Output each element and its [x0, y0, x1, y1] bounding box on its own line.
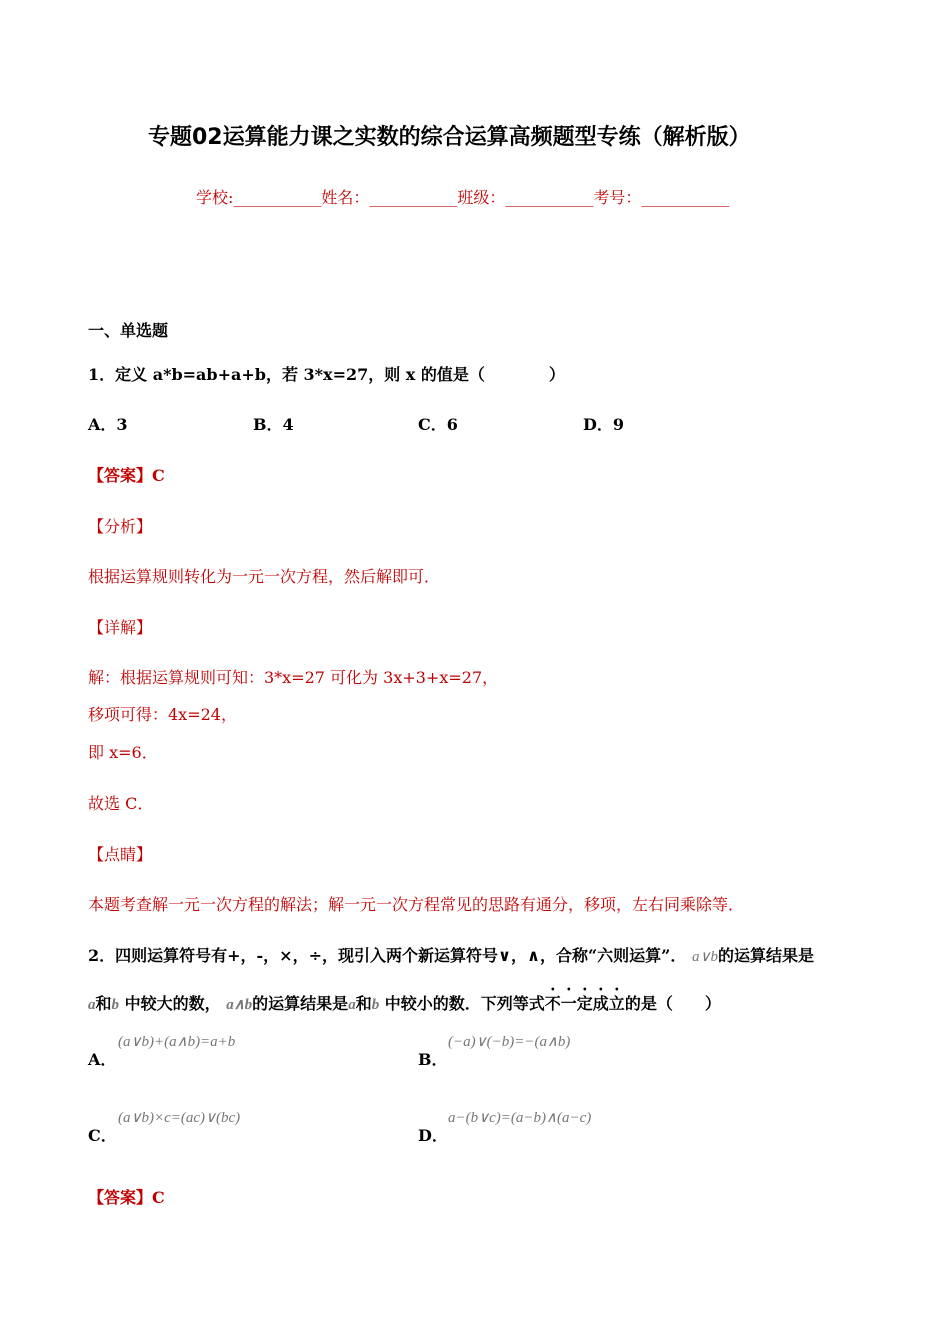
q1-comment: 本题考查解一元一次方程的解法；解一元一次方程常见的思路有通分，移项，左右同乘除等．	[88, 895, 745, 914]
q1-option-a: A．3	[88, 415, 128, 434]
text: 2．四则运算符号有+，-，×，÷，现引入两个新运算符号∨，∧，合称“六则运算”．	[88, 946, 687, 965]
math: a	[348, 997, 356, 1013]
q2-option-d-label: D．	[418, 1126, 448, 1145]
emphasis-text: 不一定成立	[544, 994, 625, 1013]
q2-option-d-formula: a−(b∨c)=(a−b)∧(a−c)	[448, 1110, 592, 1126]
math: b	[111, 997, 120, 1013]
q2-option-a-formula: (a∨b)+(a∧b)=a+b	[118, 1034, 236, 1050]
q1-analysis-label: 【分析】	[88, 517, 153, 536]
page-title: 专题02运算能力课之实数的综合运算高频题型专练（解析版）	[148, 125, 751, 150]
q2-option-c-formula: (a∨b)×c=(ac)∨(bc)	[118, 1110, 241, 1126]
text: 的运算结果是	[717, 946, 814, 965]
q2-option-b-label: B．	[418, 1050, 448, 1069]
q1-detail-line: 即 x=6．	[88, 743, 158, 762]
question-2-line-2	[88, 984, 721, 1015]
text: 中较大的数，	[124, 994, 221, 1013]
q1-detail-line: 故选 C．	[88, 794, 154, 813]
q1-option-b: B．4	[253, 415, 294, 434]
q2-option-c-label: C．	[88, 1126, 117, 1145]
student-info-line: 学校:___________姓名：___________班级：___________考号：___________	[196, 188, 730, 207]
text: 的是（ ）	[624, 994, 721, 1013]
q1-detail-line: 移项可得：4x=24，	[88, 705, 237, 724]
q1-option-c: C．6	[418, 415, 458, 434]
text: 的运算结果是	[252, 994, 349, 1013]
q1-comment-label: 【点睛】	[88, 845, 153, 864]
q2-option-b-formula: (−a)∨(−b)=−(a∧b)	[448, 1034, 571, 1050]
text: 和	[95, 994, 112, 1013]
q1-detail-line: 解：根据运算规则可知：3*x=27 可化为 3x+3+x=27，	[88, 668, 499, 687]
q1-answer: 【答案】C	[88, 466, 165, 485]
math: a∨b	[691, 949, 718, 965]
math: b	[371, 997, 380, 1013]
q1-analysis: 根据运算规则转化为一元一次方程，然后解即可．	[88, 567, 441, 586]
question-1-stem: 1．定义 a*b=ab+a+b，若 3*x=27，则 x 的值是（ ）	[88, 365, 565, 384]
math: a	[88, 997, 96, 1013]
q2-answer: 【答案】C	[88, 1188, 165, 1207]
q1-detail-label: 【详解】	[88, 618, 153, 637]
question-2-line-1	[88, 946, 814, 967]
math: a∧b	[226, 997, 253, 1013]
text: 和	[355, 994, 372, 1013]
section-heading: 一、单选题	[88, 321, 169, 340]
q2-option-a-label: A．	[88, 1050, 117, 1069]
text: 中较小的数．下列等式	[384, 994, 545, 1013]
q1-option-d: D．9	[583, 415, 625, 434]
